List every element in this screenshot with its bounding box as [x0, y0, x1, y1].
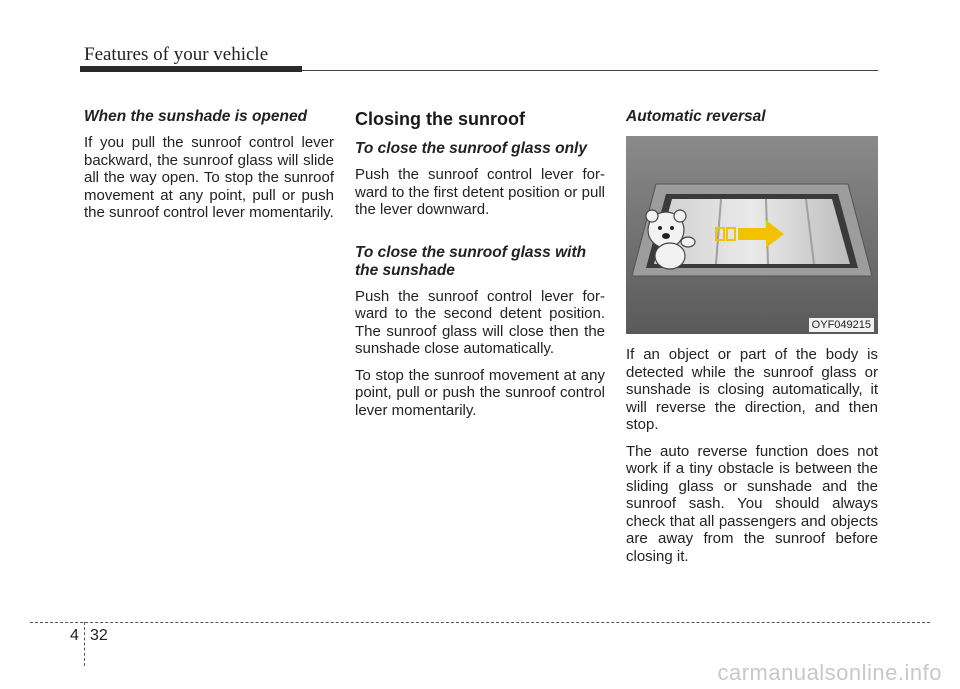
paragraph-sunshade-opened: If you pull the sunroof control lever backward, the sunroof glass will slide all the way open. To stop the sunroof movement at any point, pull or push the sunroof control lever momentarily. [84, 134, 334, 221]
paragraph-close-glass-with-sunshade-2: To stop the sunroof movement at any point, pull or push the sunroof control lever momentarily. [355, 366, 605, 419]
subheading-close-glass-only: To close the sunroof glass only [355, 140, 587, 157]
sunroof-illustration [626, 136, 878, 334]
column-1 [84, 108, 334, 231]
paragraph-close-glass-only: Push the sunroof control lever for-ward to the first detent position or pull the lever downward. [355, 166, 605, 218]
figure-code: OYF049215 [809, 318, 874, 332]
page-header-title: Features of your vehicle [84, 44, 269, 65]
footer-rule [30, 622, 930, 623]
section-heading-sunshade-opened: When the sunshade is opened [84, 108, 308, 125]
sunroof-illustration-graphic [626, 136, 878, 334]
section-heading-automatic-reversal: Automatic reversal [626, 108, 766, 125]
column-2 [355, 108, 605, 428]
paragraph-close-glass-with-sunshade-1: Push the sunroof control lever for-ward to the second detent position. The sunroof glass will close then the sunshade close automatically. [355, 287, 605, 357]
header-rule [302, 70, 878, 71]
section-title-closing-sunroof: Closing the sunroof [355, 109, 525, 129]
paragraph-automatic-reversal-1: If an object or part of the body is detected while the sunroof glass or sunshade is closing automatically, it will reverse the direction, and then stop. [626, 346, 878, 433]
chapter-number: 4 [70, 627, 79, 644]
paragraph-automatic-reversal-2: The auto reverse function does not work if a tiny obstacle is between the sliding glass or sunshade and the sunroof sash. You should always check that all passengers and objects are away from the sunroof before closing it. [626, 442, 878, 565]
footer-divider [84, 622, 85, 666]
subheading-close-glass-with-sunshade: To close the sunroof glass with the sunshade [355, 243, 587, 279]
header-bar [80, 66, 302, 72]
column-3 [626, 108, 878, 574]
watermark: carmanualsonline.info [717, 660, 942, 685]
page-number: 32 [90, 627, 108, 644]
